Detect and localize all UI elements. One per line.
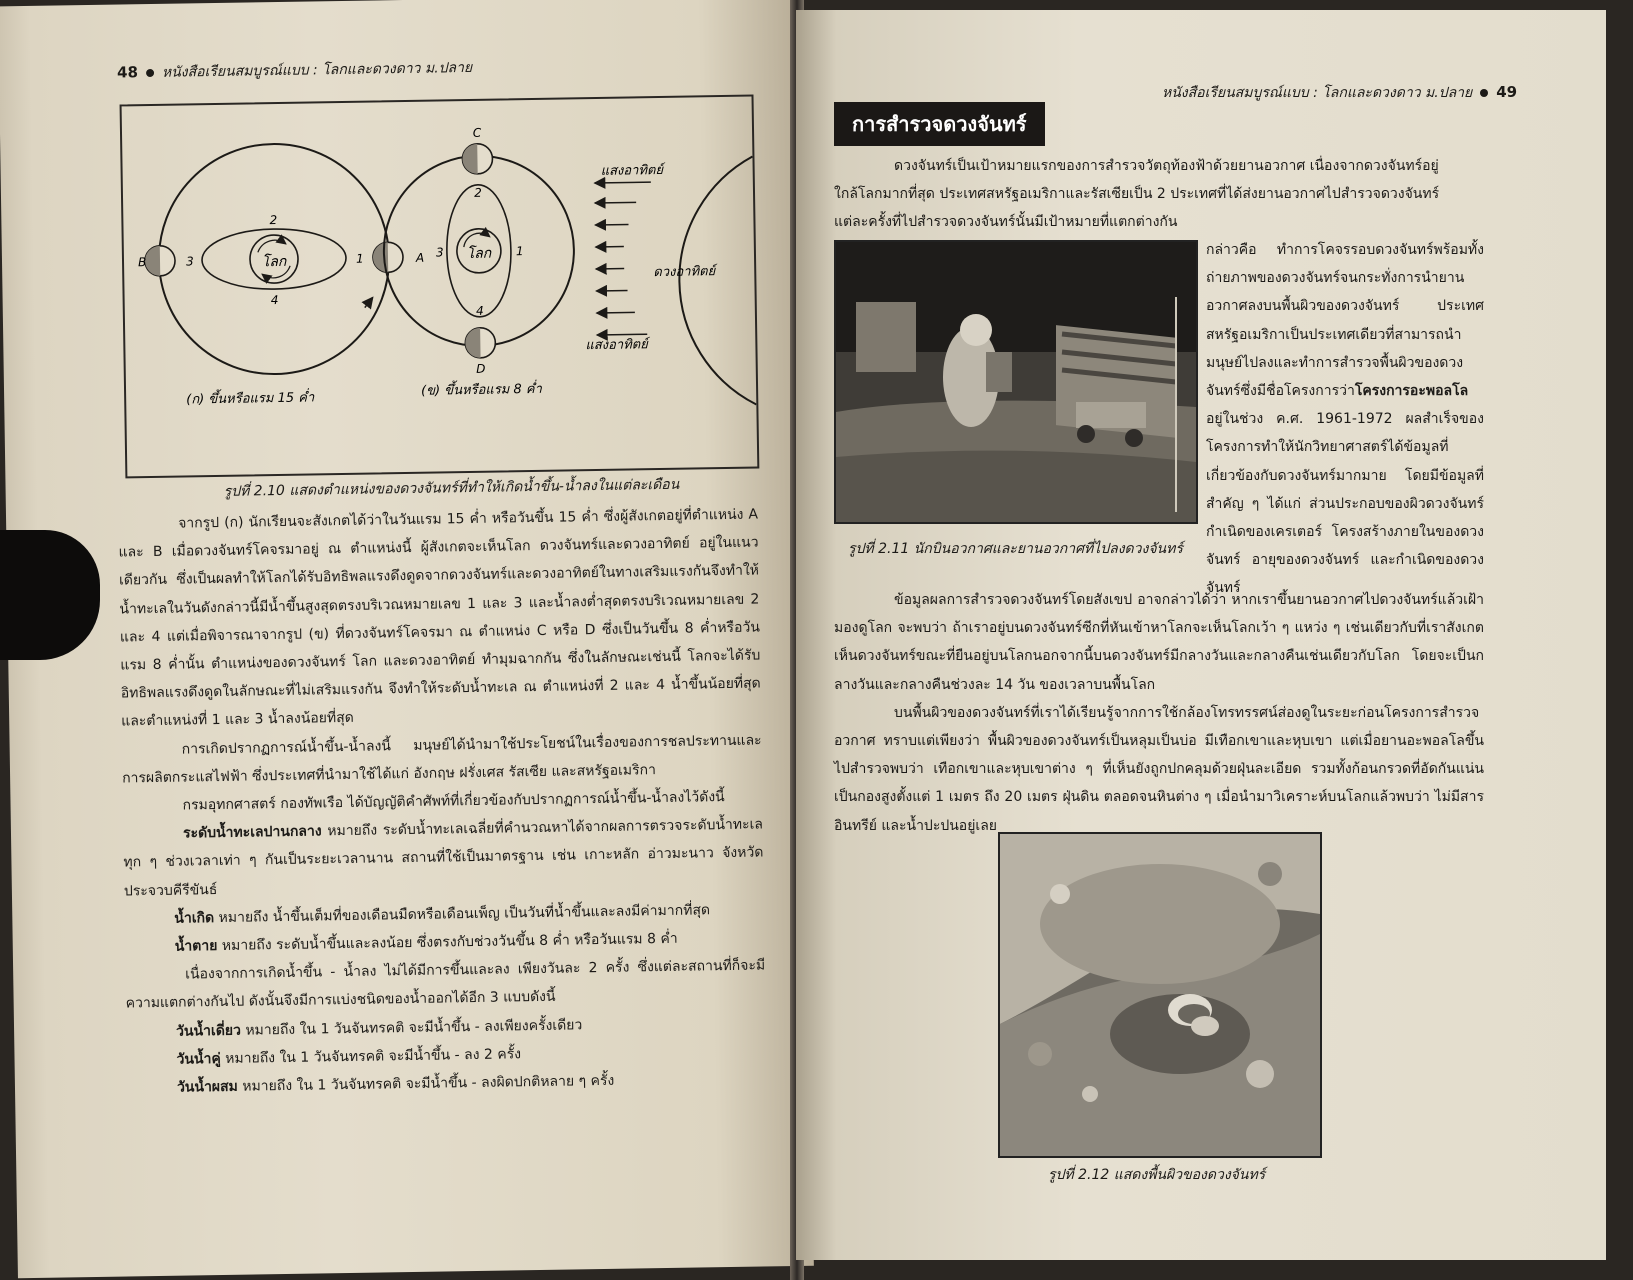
tide-diagram-svg — [122, 97, 758, 477]
figure-2-12-caption: รูปที่ 2.12 แสดงพื้นผิวของดวงจันทร์ — [1048, 1167, 1266, 1183]
sun-label: ดวงอาทิตย์ — [653, 264, 716, 281]
label-c: C — [472, 125, 482, 140]
term-title: วันน้ำเดี่ยว — [175, 1022, 242, 1040]
term-desc: หมายถึง ใน 1 วันจันทรคติ จะมีน้ำขึ้น - ลง 2 ครั้ง — [220, 1046, 522, 1067]
page-number: 48 — [116, 63, 139, 82]
bullet-dot — [1480, 89, 1488, 97]
label-d: D — [476, 361, 486, 376]
tide-diagram — [120, 95, 760, 479]
apollo-text-a: กล่าวคือ ทำการโคจรรอบดวงจันทร์พร้อมทั้งถ่ายภาพของดวงจันทร์จนกระทั่งการนำยานอวกาศลงบนพื้นผิวของดวงจันทร์ ประเทศสหรัฐอเมริกาเป็นประเทศเดียวที่สามารถนำมนุษย์ไปลงและทำการสำรวจพื้นผิวของดวงจันทร์ซึ่งมีชื่อโครงการว่า — [1206, 242, 1484, 400]
figure-2-11-caption: รูปที่ 2.11 นักบินอวกาศและยานอวกาศที่ไปลงดวงจันทร์ — [848, 541, 1183, 557]
figure-2-10-caption: รูปที่ 2.10 แสดงตำแหน่งของดวงจันทร์ที่ทำให้เกิดน้ำขึ้น-น้ำลงในแต่ละเดือน — [223, 476, 680, 500]
bullet-dot — [146, 68, 154, 76]
label-a-1: 1 — [355, 251, 364, 266]
term-title: วันน้ำคู่ — [176, 1050, 221, 1068]
term-desc: หมายถึง น้ำขึ้นเต็มที่ของเดือนมืดหรือเดือนเพ็ญ เป็นวันที่น้ำขึ้นและลงมีค่ามากที่สุด — [214, 902, 711, 926]
term-mean-sea-level — [123, 811, 764, 906]
term-desc: หมายถึง ระดับน้ำขึ้นและลงน้อย ซึ่งตรงกับช่วงวันขึ้น 8 ค่ำ หรือวันแรม 8 ค่ำ — [217, 930, 678, 955]
intro-line: ใกล้โลกมากที่สุด ประเทศสหรัฐอเมริกาและรัสเซียเป็น 2 ประเทศที่ได้ส่งยานอวกาศไปสำรวจดวงจันทร์ — [834, 186, 1440, 203]
sunlight-label-top: แสงอาทิตย์ — [600, 162, 664, 179]
label-b-1: 1 — [515, 244, 524, 259]
page-number: 49 — [1496, 83, 1518, 101]
paragraph-tide-types: เนื่องจากการเกิดน้ำขึ้น - น้ำลง ไม่ได้มีการขึ้นและลง เพียงวันละ 2 ครั้ง ซึ่งแต่ละสถานที่ก็จะมีความแตกต่างกันไป ดังนั้นจึงมีการแบ่งชนิดของน้ำออกได้อีก 3 แบบดังนี้ — [125, 957, 766, 1012]
label-a: A — [415, 250, 425, 265]
paragraph-moon-surface: บนพื้นผิวของดวงจันทร์ที่เราได้เรียนรู้จากการใช้กล้องโทรทรรศน์ส่องดูในระยะก่อนโครงการสำรวจอวกาศ ทราบแต่เพียงว่า พื้นผิวของดวงจันทร์เป็นหลุมเป็นบ่อ มีเทือกเขาและหุบเขา แต่เมื่อยานอะพอลโลขึ้นไปสำรวจพบว่า เทือกเขาและหุบเขาต่าง ๆ ที่เห็นยังถูกปกคลุมด้วยฝุ่นละเอียด รวมทั้งก้อนกรวดที่อัดกันแน่นเป็นกองสูงตั้งแต่ 1 เมตร ถึง 20 เมตร ฝุ่นดิน ตลอดจนหินต่าง ๆ เมื่อนำมาวิเคราะห์บนโลกแล้วพบว่า ไม่มีสารอินทรีย์ และน้ำปะปนอยู่เลย — [834, 704, 1484, 834]
earth-label-b: โลก — [466, 245, 492, 263]
sun-icon — [677, 157, 756, 406]
left-body-text — [118, 500, 767, 1102]
term-desc: หมายถึง ระดับน้ำทะเลเฉลี่ยที่คำนวณหาได้จากผลการตรวจระดับน้ำทะเลทุก ๆ ช่วงเวลาเท่า ๆ กันเป็นระยะเวลานาน สถานที่ใช้เป็นมาตรฐาน เช่น เกาะหลัก อ่าวมะนาว จังหวัดประจวบคีรีขันธ์ — [123, 816, 764, 900]
label-b-4: 4 — [475, 303, 484, 318]
right-intro-text — [834, 152, 1484, 237]
subcaption-b: (ข) ขึ้นหรือแรม 8 ค่ำ — [420, 381, 542, 399]
moon-surface-photo — [998, 832, 1322, 1158]
term-title: น้ำตาย — [174, 938, 218, 955]
running-title: หนังสือเรียนสมบูรณ์แบบ : โลกและดวงดาว ม.ปลาย — [1162, 85, 1473, 101]
apollo-text-b: อยู่ในช่วง ค.ศ. 1961-1972 ผลสำเร็จของโครงการทำให้นักวิทยาศาสตร์ได้ข้อมูลที่เกี่ยวข้องกับดวงจันทร์มากมาย โดยมีข้อมูลที่สำคัญ ๆ ได้แก่ ส่วนประกอบของผิวดวงจันทร์ กำเนิดของเครเตอร์ โครงสร้างภายในของดวงจันทร์ อายุของดวงจันทร์ และกำเนิดของดวงจันทร์ — [1206, 411, 1484, 597]
term-desc: หมายถึง ใน 1 วันจันทรคติ จะมีน้ำขึ้น - ลงผิดปกติหลาย ๆ ครั้ง — [237, 1072, 615, 1095]
astronaut-photo — [834, 240, 1198, 524]
intro-line: ดวงจันทร์เป็นเป้าหมายแรกของการสำรวจวัตถุท้องฟ้าด้วยยานอวกาศ เนื่องจากดวงจันทร์อยู่ — [894, 158, 1439, 174]
right-body-text — [834, 586, 1484, 840]
moon-a-icon — [373, 242, 403, 272]
paragraph-moon-summary: ข้อมูลผลการสำรวจดวงจันทร์โดยสังเขป อาจกล่าวได้ว่า หากเราขึ้นยานอวกาศไปดวงจันทร์แล้วเฝ้ามองดูโลก จะพบว่า ถ้าเราอยู่บนดวงจันทร์ซีกที่หันเข้าหาโลกจะเห็นโลกเว้า ๆ แหว่ง ๆ เช่นเดียวกับที่เราสังเกตเห็นดวงจันทร์ขณะที่ยืนอยู่บนโลกนอกจากนี้บนดวงจันทร์มีกลางวันและกลางคืนเช่นเดียวกับโลก โดยจะเป็นกลางวันและกลางคืนช่วงละ 14 วัน ของเวลาบนพื้นโลก — [834, 592, 1484, 693]
label-b-2: 2 — [474, 185, 482, 200]
section-title: การสำรวจดวงจันทร์ — [834, 102, 1045, 146]
label-a-4: 4 — [270, 292, 279, 308]
label-a-3: 3 — [185, 254, 194, 269]
left-page-header — [117, 57, 472, 85]
paragraph-hydrographic: กรมอุทกศาสตร์ กองทัพเรือ ได้บัญญัติคำศัพท์ที่เกี่ยวข้องกับปรากฏการณ์น้ำขึ้น-น้ำลงไว้ดังนี้ — [182, 789, 725, 814]
paragraph-tide-explanation: จากรูป (ก) นักเรียนจะสังเกตได้ว่าในวันแรม 15 ค่ำ หรือวันขึ้น 15 ค่ำ ซึ่งผู้สังเกตอยู่ที่ตำแหน่ง A และ B เมื่อดวงจันทร์โคจรมาอยู่ ณ ตำแหน่งนี้ ผู้สังเกตจะเห็นโลก ดวงจันทร์และดวงอาทิตย์ อยู่ในแนวเดียวกัน ซึ่งเป็นผลทำให้โลกได้รับอิทธิพลแรงดึงดูดจากดวงจันทร์และดวงอาทิตย์ในทางเสริมแรงกันจึงทำให้น้ำทะเลในวันดังกล่าวนี้มีน้ำขึ้นสูงสุดตรงบริเวณหมายเลข 1 และ 3 และน้ำลงต่ำสุดตรงบริเวณหมายเลข 2 และ 4 แต่เมื่อพิจารณาจากรูป (ข) ที่ดวงจันทร์โคจรมา ณ ตำแหน่ง C หรือ D ซึ่งเป็นวันขึ้น 8 ค่ำหรือวันแรม 8 ค่ำนั้น ตำแหน่งของดวงจันทร์ โลก และดวงอาทิตย์ ทำมุมฉากกัน ซึ่งในลักษณะเช่นนี้ โลกจะได้รับอิทธิพลแรงดึงดูดในลักษณะที่ไม่เสริมแรงกัน จึงทำให้ระดับน้ำทะเล ณ ตำแหน่งที่ 2 และ 4 น้ำขึ้นน้อยที่สุด และตำแหน่งที่ 1 และ 3 น้ำลงน้อยที่สุด — [118, 506, 761, 730]
term-desc: หมายถึง ใน 1 วันจันทรคติ จะมีน้ำขึ้น - ลงเพียงครั้งเดียว — [240, 1016, 583, 1039]
earth-label-a: โลก — [261, 253, 287, 271]
term-title: น้ำเกิด — [174, 909, 215, 927]
intro-line: แต่ละครั้งที่ไปสำรวจดวงจันทร์นั้นมีเป้าหมายที่แตกต่างกัน — [834, 214, 1178, 231]
right-page-header — [1162, 82, 1517, 104]
term-title: วันน้ำผสม — [176, 1078, 238, 1096]
sunlight-label-bottom: แสงอาทิตย์ — [585, 337, 648, 354]
running-title: หนังสือเรียนสมบูรณ์แบบ : โลกและดวงดาว ม.ปลาย — [161, 59, 473, 81]
label-b: B — [137, 255, 147, 270]
moon-d-icon — [465, 328, 495, 358]
paragraph-tide-usage: การเกิดปรากฏการณ์น้ำขึ้น-น้ำลงนี้ มนุษย์ได้นำมาใช้ประโยชน์ในเรื่องของการชลประทานและการผลิตกระแสไฟฟ้า ซึ่งประเทศที่นำมาใช้ได้แก่ อังกฤษ ฝรั่งเศส รัสเซีย และสหรัฐอเมริกา — [122, 732, 762, 787]
label-a-2: 2 — [269, 213, 278, 228]
apollo-program-name: โครงการอะพอลโล — [1354, 383, 1469, 400]
term-title: ระดับน้ำทะเลปานกลาง — [182, 823, 322, 842]
label-b-3: 3 — [435, 245, 444, 260]
apollo-paragraph — [1206, 236, 1484, 603]
apollo-text — [1206, 236, 1484, 603]
subcaption-a: (ก) ขึ้นหรือแรม 15 ค่ำ — [186, 390, 315, 408]
moon-b-icon — [145, 246, 175, 276]
left-page — [0, 0, 814, 1278]
sunlight-arrows — [595, 182, 653, 335]
moon-c-icon — [462, 144, 492, 174]
